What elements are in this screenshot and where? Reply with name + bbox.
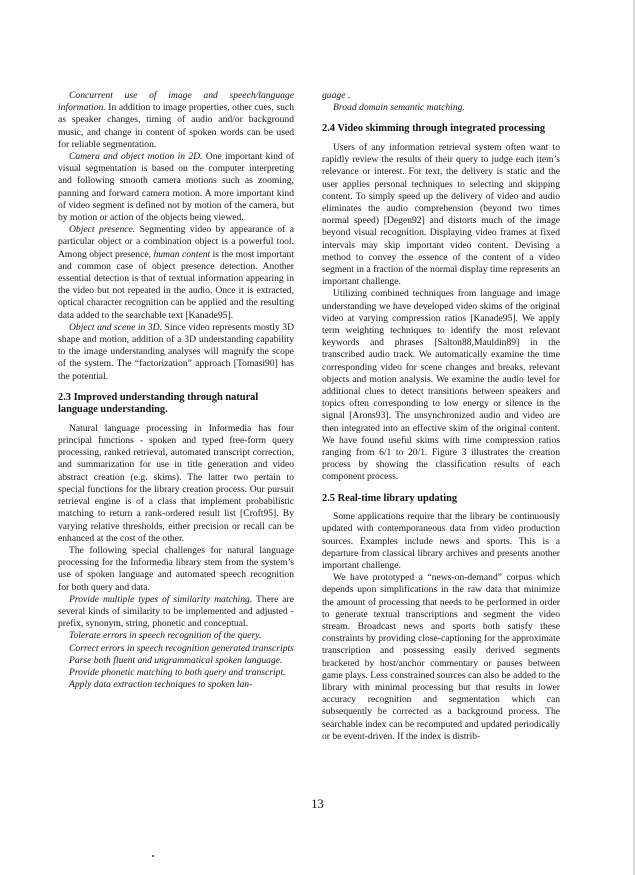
- list-item-correct-errors: Correct errors in speech recognition generated transcripts: [69, 642, 294, 654]
- section-heading-2-3: 2.3 Improved understanding through natural language understanding.: [58, 391, 259, 416]
- paragraph-run-in-title: Provide multiple types of similarity matching.: [69, 593, 253, 605]
- right-column: [322, 90, 560, 743]
- paragraph-continuous-updates: Some applications require that the library be continuously updated with contemporaneous data from video production sources. Examples include news and sports. This is a departure from classical library archives and presents another important challenge.: [322, 511, 560, 571]
- paragraph-object-scene-3d: Object and scene in 3D. Since video represents mostly 3D shape and motion, addition of a 3D understanding capability to the image understanding analyses will magnify the scope of the system. The “factorization” approach [Tomasi90] has the potential.: [58, 321, 295, 382]
- list-item-data-extraction-continued: guage .: [322, 90, 351, 101]
- paragraph-run-in-title: Camera and object motion in 2D.: [69, 151, 203, 163]
- list-item-semantic-matching: Broad domain semantic matching.: [333, 102, 465, 114]
- paragraph-video-skims: Utilizing combined techniques from language and image understanding we have developed video skims of the original video at varying compression ratios [Kanade95]. We apply term weighting techniques to identify the most relevant keywords and phrases [Salton88,Mauldin89] in the transcribed audio track. We automatically examine the time corresponding video for scene changes and breaks, relevant objects and motion analysis. We examine the audio level for additional clues to detect transitions between speakers and topics often corresponding to low energy or silence in the signal [Arons93]. The unsynchronized audio and video are then integrated into an effective skim of the original content. We have found useful skims with time compression ratios ranging from 6/1 to 20/1. Figure 3 illustrates the creation process by showing the classification results of each component process.: [322, 288, 560, 483]
- list-item-tolerate-errors: Tolerate errors in speech recognition of the query.: [69, 630, 262, 642]
- paragraph-object-presence: Object presence. Segmenting video by appearance of a particular object or a combination object is a powerful tool. Among object presence, human content is the most important and common case of object presence detection. Another essential detection is that of textual information appearing in the video but not repeated in the audio. Once it is extracted, optical character recognition can be applied and the resulting data added to the searchable text [Kanade95].: [58, 224, 295, 321]
- paragraph-run-in-title: Object and scene in 3D.: [69, 321, 162, 333]
- scan-speck: [152, 855, 154, 857]
- section-heading-2-4: 2.4 Video skimming through integrated processing: [322, 123, 546, 135]
- paragraph-news-on-demand: We have prototyped a “news-on-demand” corpus which depends upon simplifications in the raw data that minimize the amount of processing that needs to be performed in order to generate textual transcriptions and segment the video stream. Broadcast news and sports both satisfy these constraints by providing close-captioning for the approximate transcription and possessing easily derived segments bracketed by host/anchor commentary or pauses between game plays. Less constrained sources can also be added to the library with minimal processing but that results in lower accuracy recognition and segmentation which can subsequently be corrected as a background process. The searchable index can be recomputed and updated periodically or be event-driven. If the index is distrib-: [322, 572, 560, 742]
- left-column: [58, 90, 294, 691]
- paragraph-users-review: Users of any information retrieval system often want to rapidly review the results of their query to judge each item’s relevance or interest. For text, the delivery is static and the user applies personal techniques to selecting and skipping content. To simply speed up the delivery of video and audio eliminates the audio comprehension (beyond two times normal speed) [Degen92] and distorts much of the image beyond visual recognition. Displaying video frames at fixed intervals may skip important video content. Devising a method to convey the essence of the content of a video segment in a fraction of the normal display time represents an important challenge.: [322, 141, 560, 288]
- paragraph-run-in-title: Concurrent use of image and speech/language information.: [58, 90, 294, 114]
- list-item-parse-spoken: Parse both fluent and ungrammatical spoken language.: [69, 654, 283, 666]
- paragraph-concurrent-use: Concurrent use of image and speech/language information. In addition to image properties, other cues, such as speaker changes, timing of audio and/or background music, and change in content of spoken words can be used for reliable segmentation.: [58, 90, 294, 150]
- paragraph-special-challenges: The following special challenges for natural language processing for the Informedia library stem from the system’s use of spoken language and automated speech recognition for both query and data.: [58, 544, 294, 593]
- paragraph-camera-motion: Camera and object motion in 2D. One important kind of visual segmentation is based on the computer interpreting and following smooth camera motions such as zooming, panning and forward camera motion. A more important kind of video segment is defined not by motion of the camera, but by motion or action of the objects being viewed.: [58, 151, 294, 224]
- section-heading-2-5: 2.5 Real-time library updating: [322, 492, 458, 504]
- paragraph-nlp-functions: Natural language processing in Informedia has four principal functions - spoken and typed free-form query processing, ranked retrieval, automated transcript correction, and summarization for use in title generation and video abstract creation (e.g. skims). The latter two pertain to special functions for the library creation process. Our pursuit retrieval engine is of a class that implement probabilistic matching to return a rank-ordered result list [Croft95]. By varying relative thresholds, either precision or recall can be enhanced at the cost of the other.: [58, 422, 294, 544]
- paragraph-similarity-matching: Provide multiple types of similarity matching. There are several kinds of similarity to be implemented and adjusted - prefix, synonym, string, phonetic and conceptual.: [58, 593, 295, 630]
- list-item-phonetic-matching: Provide phonetic matching to both query and transcript.: [69, 666, 286, 678]
- paragraph-run-in-title: Object presence.: [69, 224, 136, 236]
- page-number: 13: [311, 797, 324, 811]
- list-item-data-extraction: Apply data extraction techniques to spoken lan-: [69, 679, 253, 691]
